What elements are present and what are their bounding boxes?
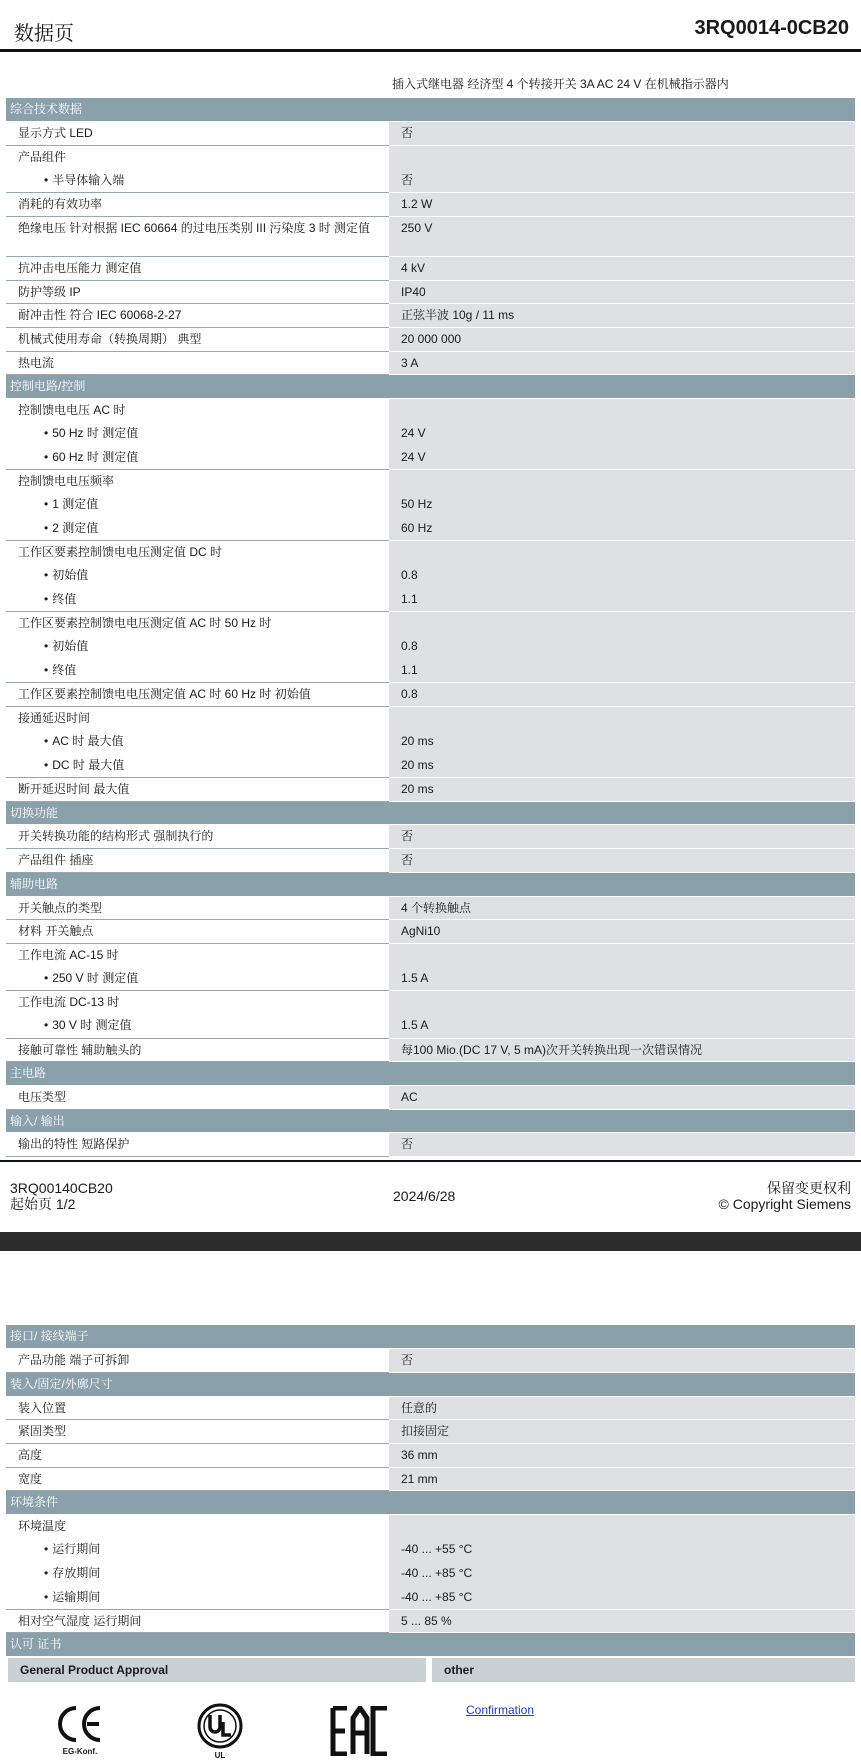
- ce-caption: EG-Konf.: [62, 1747, 98, 1756]
- spec-value: 36 mm: [389, 1443, 855, 1467]
- spec-value: 1.5 A: [389, 1014, 855, 1038]
- approval-header-general: General Product Approval: [8, 1658, 426, 1682]
- spec-value: 1.5 A: [389, 967, 855, 991]
- product-description: 插入式继电器 经济型 4 个转接开关 3A AC 24 V 在机械指示器内: [392, 77, 729, 91]
- spec-row: [6, 635, 855, 659]
- spec-value: 正弦半波 10g / 11 ms: [389, 304, 855, 328]
- spec-value: 0.8: [389, 564, 855, 588]
- ul-mark-icon: [196, 1702, 244, 1750]
- spec-row: [6, 1562, 855, 1586]
- spec-row: [6, 280, 855, 304]
- spec-row: [6, 446, 855, 470]
- spec-value: 50 Hz: [389, 493, 855, 517]
- spec-label: 机械式使用寿命（转换周期） 典型: [6, 328, 389, 352]
- approval-table: [8, 1658, 855, 1682]
- spec-label: • 初始值: [6, 564, 389, 588]
- spec-label: 工作电流 AC-15 时: [6, 943, 389, 967]
- spec-value: 4 kV: [389, 256, 855, 280]
- spec-value: [389, 470, 855, 494]
- page-title: 数据页: [14, 23, 74, 45]
- spec-value: [389, 1515, 855, 1539]
- spec-row: [6, 1586, 855, 1610]
- spec-row: [6, 122, 855, 146]
- section-title: 环境条件: [6, 1491, 855, 1515]
- footer-date: 2024/6/28: [393, 1188, 456, 1204]
- spec-row: [6, 399, 855, 423]
- spec-value: 否: [389, 169, 855, 193]
- spec-row: [6, 1038, 855, 1062]
- spec-row: [6, 351, 855, 375]
- section-header: [6, 872, 855, 896]
- spec-label: 宽度: [6, 1467, 389, 1491]
- page-header: [0, 0, 861, 52]
- footer-right: [719, 1180, 851, 1212]
- spec-value: IP40: [389, 280, 855, 304]
- spec-label: • 60 Hz 时 测定值: [6, 446, 389, 470]
- spec-label: 断开延迟时间 最大值: [6, 778, 389, 802]
- section-header: [6, 1325, 855, 1349]
- spec-label: • AC 时 最大值: [6, 730, 389, 754]
- spec-value: 3 A: [389, 351, 855, 375]
- spec-row: [6, 564, 855, 588]
- spec-label: • 终值: [6, 588, 389, 612]
- spec-row: [6, 145, 855, 169]
- spec-row: [6, 1349, 855, 1373]
- spec-label: 输出的特性 短路保护: [6, 1133, 389, 1157]
- spec-row: [6, 825, 855, 849]
- spec-row: [6, 541, 855, 565]
- spec-label: • 运行期间: [6, 1538, 389, 1562]
- spec-label: • 2 测定值: [6, 517, 389, 541]
- confirmation-link[interactable]: Confirmation: [466, 1703, 535, 1717]
- spec-row: [6, 328, 855, 352]
- section-header: [6, 1062, 855, 1086]
- spec-row: [6, 470, 855, 494]
- spec-table-page2: [6, 1325, 855, 1657]
- spec-value: [389, 541, 855, 565]
- spec-label: 接通延迟时间: [6, 707, 389, 731]
- spec-row: [6, 169, 855, 193]
- ce-mark-icon: [54, 1702, 106, 1746]
- spec-label: 材料 开关触点: [6, 920, 389, 944]
- spec-value: 0.8: [389, 635, 855, 659]
- spec-label: 产品组件 插座: [6, 849, 389, 873]
- section-title: 装入/固定/外廓尺寸: [6, 1372, 855, 1396]
- spec-label: 接触可靠性 辅助触头的: [6, 1038, 389, 1062]
- spec-value: 每100 Mio.(DC 17 V, 5 mA)次开关转换出现一次错误情况: [389, 1038, 855, 1062]
- spec-label: • 30 V 时 测定值: [6, 1014, 389, 1038]
- spec-row: [6, 256, 855, 280]
- spec-row: [6, 659, 855, 683]
- spec-label: 产品组件: [6, 145, 389, 169]
- spec-table-page1: [6, 98, 855, 1157]
- spec-row: [6, 1515, 855, 1539]
- section-title: 输入/ 输出: [6, 1109, 855, 1133]
- spec-row: [6, 991, 855, 1015]
- page-separator: [0, 1232, 861, 1251]
- section-header: [6, 1633, 855, 1657]
- spec-label: 环境温度: [6, 1515, 389, 1539]
- eac-certificate[interactable]: [330, 1706, 390, 1757]
- spec-label: 显示方式 LED: [6, 122, 389, 146]
- spec-label: • 50 Hz 时 测定值: [6, 422, 389, 446]
- spec-label: 装入位置: [6, 1396, 389, 1420]
- spec-row: [6, 730, 855, 754]
- spec-row: [6, 1538, 855, 1562]
- product-code: 3RQ0014-0CB20: [694, 17, 849, 39]
- spec-label: • 初始值: [6, 635, 389, 659]
- spec-value: AC: [389, 1086, 855, 1110]
- spec-row: [6, 1443, 855, 1467]
- spec-label: 耐冲击性 符合 IEC 60068-2-27: [6, 304, 389, 328]
- section-header: [6, 1491, 855, 1515]
- spec-row: [6, 707, 855, 731]
- spec-label: • DC 时 最大值: [6, 754, 389, 778]
- spec-row: [6, 778, 855, 802]
- footer-rights: 保留变更权利: [767, 1180, 851, 1196]
- spec-label: • 250 V 时 测定值: [6, 967, 389, 991]
- spec-value: 否: [389, 1133, 855, 1157]
- spec-value: 1.2 W: [389, 193, 855, 217]
- spec-row: [6, 612, 855, 636]
- spec-value: [389, 991, 855, 1015]
- spec-row: [6, 588, 855, 612]
- spec-value: 否: [389, 1349, 855, 1373]
- section-header: [6, 1372, 855, 1396]
- spec-row: [6, 1609, 855, 1633]
- spec-row: [6, 849, 855, 873]
- spec-label: 工作区要素控制馈电电压测定值 AC 时 50 Hz 时: [6, 612, 389, 636]
- spec-label: 控制馈电电压频率: [6, 470, 389, 494]
- section-header: [6, 1109, 855, 1133]
- section-title: 切换功能: [6, 801, 855, 825]
- spec-value: 否: [389, 849, 855, 873]
- spec-label: 消耗的有效功率: [6, 193, 389, 217]
- spec-value: -40 ... +55 °C: [389, 1538, 855, 1562]
- spec-value: -40 ... +85 °C: [389, 1562, 855, 1586]
- spec-row: [6, 943, 855, 967]
- spec-value: 0.8: [389, 683, 855, 707]
- section-title: 主电路: [6, 1062, 855, 1086]
- spec-value: [389, 612, 855, 636]
- spec-value: [389, 943, 855, 967]
- spec-row: [6, 493, 855, 517]
- spec-value: 任意的: [389, 1396, 855, 1420]
- section-title: 接口/ 接线端子: [6, 1325, 855, 1349]
- spec-label: 工作区要素控制馈电电压测定值 AC 时 60 Hz 时 初始值: [6, 683, 389, 707]
- spec-row: [6, 1467, 855, 1491]
- spec-value: 否: [389, 825, 855, 849]
- section-header: [6, 801, 855, 825]
- section-title: 控制电路/控制: [6, 375, 855, 399]
- spec-row: [6, 1086, 855, 1110]
- spec-label: 热电流: [6, 351, 389, 375]
- spec-row: [6, 1014, 855, 1038]
- spec-row: [6, 304, 855, 328]
- spec-value: AgNi10: [389, 920, 855, 944]
- spec-label: • 运输期间: [6, 1586, 389, 1610]
- spec-row: [6, 896, 855, 920]
- spec-value: [389, 399, 855, 423]
- spec-label: 抗冲击电压能力 测定值: [6, 256, 389, 280]
- spec-value: 4 个转换触点: [389, 896, 855, 920]
- spec-row: [6, 754, 855, 778]
- section-title: 辅助电路: [6, 872, 855, 896]
- spec-value: 250 V: [389, 216, 855, 256]
- spec-label: 工作电流 DC-13 时: [6, 991, 389, 1015]
- spec-value: 扣接固定: [389, 1420, 855, 1444]
- spec-label: 控制馈电电压 AC 时: [6, 399, 389, 423]
- spec-label: 产品功能 端子可拆卸: [6, 1349, 389, 1373]
- spec-value: 24 V: [389, 446, 855, 470]
- spec-row: [6, 193, 855, 217]
- spec-value: -40 ... +85 °C: [389, 1586, 855, 1610]
- spec-value: 1.1: [389, 588, 855, 612]
- spec-row: [6, 422, 855, 446]
- ul-caption: UL: [214, 1751, 226, 1760]
- spec-label: 开关触点的类型: [6, 896, 389, 920]
- spec-row: [6, 1396, 855, 1420]
- eac-mark-icon: [330, 1706, 390, 1756]
- spec-value: 60 Hz: [389, 517, 855, 541]
- spec-row: [6, 517, 855, 541]
- spec-value: 21 mm: [389, 1467, 855, 1491]
- spec-label: 工作区要素控制馈电电压测定值 DC 时: [6, 541, 389, 565]
- spec-label: 防护等级 IP: [6, 280, 389, 304]
- spec-value: [389, 145, 855, 169]
- spec-label: 相对空气湿度 运行期间: [6, 1609, 389, 1633]
- spec-row: [6, 920, 855, 944]
- ce-certificate[interactable]: [54, 1702, 106, 1756]
- approval-header-other: other: [432, 1658, 855, 1682]
- footer-code: 3RQ00140CB20: [10, 1180, 113, 1196]
- certificate-row: [0, 1700, 861, 1759]
- spec-label: 开关转换功能的结构形式 强制执行的: [6, 825, 389, 849]
- spec-row: [6, 1420, 855, 1444]
- spec-value: 5 ... 85 %: [389, 1609, 855, 1633]
- section-header: [6, 98, 855, 122]
- spec-value: 24 V: [389, 422, 855, 446]
- spec-value: 否: [389, 122, 855, 146]
- spec-label: 紧固类型: [6, 1420, 389, 1444]
- section-title: 综合技术数据: [6, 98, 855, 122]
- spec-label: 电压类型: [6, 1086, 389, 1110]
- section-title: 认可 证书: [6, 1633, 855, 1657]
- spec-label: 高度: [6, 1443, 389, 1467]
- spec-row: [6, 967, 855, 991]
- footer-page: 起始页 1/2: [10, 1196, 76, 1212]
- spec-label: • 存放期间: [6, 1562, 389, 1586]
- spec-value: 1.1: [389, 659, 855, 683]
- spec-row: [6, 683, 855, 707]
- spec-value: 20 000 000: [389, 328, 855, 352]
- spec-label: • 半导体输入端: [6, 169, 389, 193]
- section-header: [6, 375, 855, 399]
- spec-value: 20 ms: [389, 778, 855, 802]
- spec-label: 绝缘电压 针对根据 IEC 60664 的过电压类别 III 污染度 3 时 测定值: [6, 216, 389, 256]
- spec-value: [389, 707, 855, 731]
- spec-value: 20 ms: [389, 754, 855, 778]
- spec-row: [6, 216, 855, 256]
- footer-copyright: © Copyright Siemens: [718, 1196, 851, 1212]
- spec-value: 20 ms: [389, 730, 855, 754]
- ul-certificate[interactable]: [196, 1702, 244, 1760]
- footer-left: [10, 1180, 113, 1212]
- spec-label: • 终值: [6, 659, 389, 683]
- spec-label: • 1 测定值: [6, 493, 389, 517]
- spec-row: [6, 1133, 855, 1157]
- page-footer: [0, 1160, 861, 1230]
